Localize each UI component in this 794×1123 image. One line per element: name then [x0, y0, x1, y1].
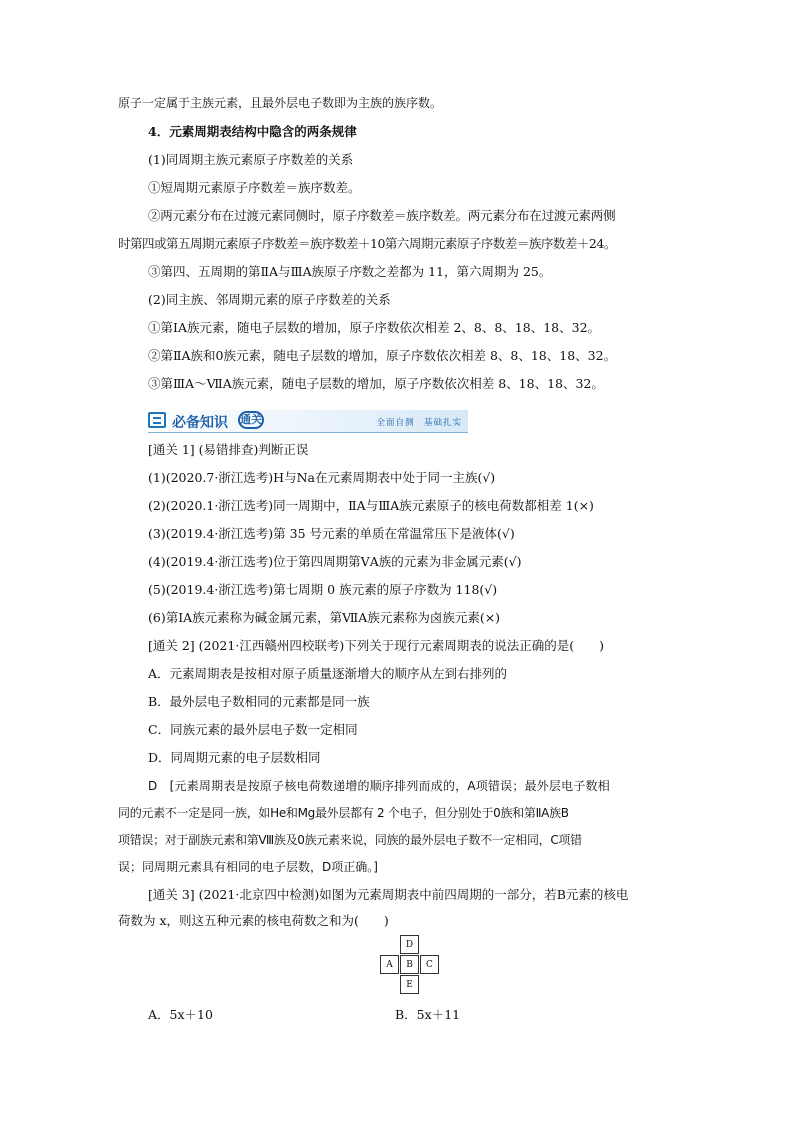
q2-option-b: B．最外层电子数相同的元素都是同一族 — [148, 694, 370, 709]
cell-a: A — [380, 955, 399, 974]
q3-option-b: B．5x＋11 — [395, 1007, 461, 1022]
rule-2-item-2: ②第ⅡA族和0族元素，随电子层数的增加，原子序数依次相差 8、8、18、18、32。 — [148, 348, 617, 363]
q2-option-c: C．同族元素的最外层电子数一定相同 — [148, 722, 358, 737]
rule-1-item-1: ①短周期元素原子序数差＝族序数差。 — [148, 180, 361, 195]
book-icon — [148, 412, 166, 428]
q2-option-a: A．元素周期表是按相对原子质量逐渐增大的顺序从左到右排列的 — [148, 666, 508, 681]
q2-title: [通关 2] (2021·江西赣州四校联考)下列关于现行元素周期表的说法正确的是( ) — [148, 638, 604, 653]
q3-option-a: A．5x＋10 — [148, 1007, 213, 1022]
rule-2-item-3: ③第ⅢA～ⅦA族元素，随电子层数的增加，原子序数依次相差 8、18、18、32。 — [148, 376, 604, 391]
intro-line-1: 原子一定属于主族元素，且最外层电子数即为主族的族序数。 — [118, 96, 443, 110]
q1-item-5: (5)(2019.4·浙江选考)第七周期 0 族元素的原子序数为 118(√) — [148, 582, 498, 597]
q1-item-6: (6)第ⅠA族元素称为碱金属元素，第ⅦA族元素称为卤族元素(×) — [148, 610, 501, 625]
rule-1-item-3: ③第四、五周期的第ⅡA与ⅢA族原子序数之差都为 11，第六周期为 25。 — [148, 264, 552, 279]
answer-line-1: D [元素周期表是按原子核电荷数递增的顺序排列而成的，A项错误；最外层电子数相 — [148, 779, 610, 793]
rule-1-item-2: ②两元素分布在过渡元素同侧时，原子序数差＝族序数差。两元素分布在过渡元素两侧 — [148, 208, 616, 223]
q1-item-2: (2)(2020.1·浙江选考)同一周期中，ⅡA与ⅢA族元素原子的核电荷数都相差 1(×) — [148, 498, 594, 513]
cell-c: C — [420, 955, 439, 974]
q2-option-d: D．同周期元素的电子层数相同 — [148, 750, 321, 765]
section-banner — [148, 410, 468, 433]
rule-1-item-2-cont: 时第四或第五周期元素原子序数差＝族序数差＋10第六周期元素原子序数差＝族序数差＋24。 — [118, 236, 616, 251]
q1-item-3: (3)(2019.4·浙江选考)第 35 号元素的单质在常温常压下是液体(√) — [148, 526, 515, 541]
section-heading: 4．元素周期表结构中隐含的两条规律 — [148, 124, 357, 139]
banner-subtitle: 全面自测 基础扎实 — [376, 418, 462, 428]
banner-title: 必备知识 — [172, 415, 228, 431]
rule-2-heading: (2)同主族、邻周期元素的原子序数差的关系 — [148, 292, 391, 307]
rule-1-heading: (1)同周期主族元素原子序数差的关系 — [148, 152, 354, 167]
periodic-table-fragment — [380, 935, 440, 995]
cell-b: B — [400, 955, 419, 974]
q1-item-4: (4)(2019.4·浙江选考)位于第四周期第ⅤA族的元素为非金属元素(√) — [148, 554, 522, 569]
q3-title-cont: 荷数为 x，则这五种元素的核电荷数之和为( ) — [118, 913, 389, 928]
q1-item-1: (1)(2020.7·浙江选考)H与Na在元素周期表中处于同一主族(√) — [148, 470, 496, 485]
answer-line-3: 项错误；对于副族元素和第Ⅷ族及0族元素来说，同族的最外层电子数不一定相同，C项错 — [118, 833, 582, 847]
q3-title: [通关 3] (2021·北京四中检测)如图为元素周期表中前四周期的一部分，若B元素的核电 — [148, 887, 629, 902]
banner-badge: 通关 — [238, 411, 264, 429]
answer-line-2: 同的元素不一定是同一族，如He和Mg最外层都有 2 个电子，但分别处于0族和第ⅡA族B — [118, 806, 569, 820]
cell-e: E — [400, 975, 419, 994]
q1-title: [通关 1] (易错排查)判断正误 — [148, 442, 309, 457]
rule-2-item-1: ①第ⅠA族元素，随电子层数的增加，原子序数依次相差 2、8、8、18、18、32。 — [148, 320, 601, 335]
cell-d: D — [400, 935, 419, 954]
answer-line-4: 误；同周期元素具有相同的电子层数，D项正确。] — [118, 860, 378, 874]
